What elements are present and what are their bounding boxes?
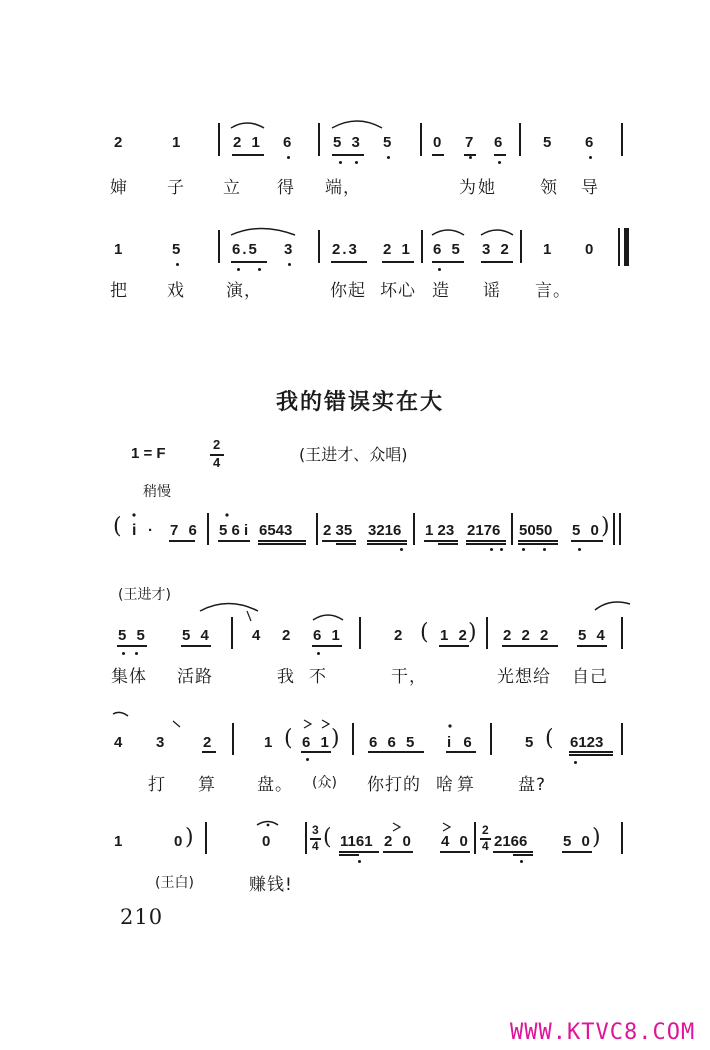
note: 0 (433, 134, 442, 151)
note: 5 (525, 734, 534, 751)
note: 5 0 (572, 522, 602, 539)
lyric: 子 (167, 178, 185, 198)
note: 6 6 5 (369, 734, 418, 751)
lyric: 立 (223, 178, 241, 198)
tempo-marking: 稍慢 (143, 484, 171, 500)
lyric: 盘。 (257, 775, 293, 795)
lyric: 戏 (167, 281, 185, 301)
note: 1 (114, 241, 123, 258)
lyric: 谣 (483, 281, 501, 301)
speaker-label: (王白) (155, 875, 194, 891)
lyric: 你打的 (367, 775, 421, 795)
note: 1161 (340, 833, 373, 850)
spoken-line: 赚钱! (249, 875, 293, 895)
note: 3 (284, 241, 293, 258)
lyric: 活路 (177, 667, 213, 687)
note: 6.5 (232, 241, 259, 258)
note: 5 5 (118, 627, 148, 644)
lyric: 得 (277, 178, 295, 198)
lyric: 领 (540, 178, 558, 198)
chorus-label: (众) (312, 775, 337, 791)
note: i (132, 522, 137, 539)
note: 7 6 (170, 522, 200, 539)
note: 1 2 (440, 627, 470, 644)
lyric: 演， (226, 281, 262, 301)
lyric: 光想给 (497, 667, 551, 687)
note: 1 (114, 833, 123, 850)
note: 5 (172, 241, 181, 258)
lyric: 干， (391, 667, 427, 687)
note: 5 3 (333, 134, 363, 151)
note: 2 1 (233, 134, 263, 151)
note: 4 0 (441, 833, 471, 850)
note: 2 (203, 734, 212, 751)
page-number: 210 (120, 905, 164, 929)
note: 6 1 (302, 734, 332, 751)
lyric: 自己 (572, 667, 608, 687)
note: 3216 (368, 522, 402, 539)
lyric: 打 (148, 775, 166, 795)
note: · (148, 522, 153, 539)
lyric: 把 (110, 281, 128, 301)
note: 0 (262, 833, 271, 850)
lyric: 盘? (518, 775, 547, 795)
lyric: 言。 (535, 281, 571, 301)
time-signature-top: 2 (213, 437, 221, 452)
note: 5 (383, 134, 392, 151)
note: 5 4 (182, 627, 212, 644)
key-signature: 1 = F (131, 445, 166, 462)
note: 6 (283, 134, 292, 151)
note: 0 (585, 241, 594, 258)
lyric: 婶 (110, 178, 128, 198)
watermark: WWW.KTVC8.COM (510, 1020, 696, 1045)
note: 5 4 (578, 627, 608, 644)
time-signature-top: 2 (482, 823, 489, 837)
note: 2 (282, 627, 291, 644)
note: 2.3 (332, 241, 359, 258)
note: 2 2 2 (503, 627, 552, 644)
note: 2 (114, 134, 123, 151)
note: 2 35 (323, 522, 353, 539)
note: 2 0 (384, 833, 414, 850)
note: 4 (114, 734, 123, 751)
singers: (王进才、众唱) (299, 445, 408, 464)
lyric: 端， (325, 178, 361, 198)
lyric: 集体 (111, 667, 147, 687)
note: 6 (494, 134, 503, 151)
lyric: 造 (432, 281, 450, 301)
note: 5 (543, 134, 552, 151)
note: 2176 (467, 522, 501, 539)
lyric: 你起 (330, 281, 366, 301)
note: 1 (172, 134, 181, 151)
lyric: 不 (309, 667, 327, 687)
note: 7 (465, 134, 474, 151)
song-title: 我的错误实在大 (276, 390, 445, 415)
time-signature-bottom: 4 (213, 455, 221, 470)
note: 6 5 (433, 241, 463, 258)
note: 6123 (570, 734, 604, 751)
note: 1 23 (425, 522, 455, 539)
note: 2 (394, 627, 403, 644)
note: 5 0 (563, 833, 593, 850)
note: 6543 (259, 522, 293, 539)
note: 0 (174, 833, 183, 850)
time-signature-bottom: 4 (482, 839, 489, 853)
time-signature-bottom: 4 (312, 839, 319, 853)
note: 6 1 (313, 627, 343, 644)
note: i 6 (447, 734, 476, 751)
lyric: 我 (277, 667, 295, 687)
note: 2166 (494, 833, 528, 850)
speaker-label: (王进才) (118, 587, 171, 603)
note: 1 (264, 734, 273, 751)
note: 1 (543, 241, 552, 258)
lyric: 算 (198, 775, 216, 795)
note: 5050 (519, 522, 553, 539)
note: 2 1 (383, 241, 413, 258)
lyric: 导 (581, 178, 599, 198)
time-signature-top: 3 (312, 823, 319, 837)
note: 4 (252, 627, 261, 644)
note: 3 2 (482, 241, 512, 258)
lyric: 坏心 (380, 281, 416, 301)
note: 6 (585, 134, 594, 151)
lyric: 为她 (459, 178, 497, 198)
lyric: 啥算 (436, 775, 478, 795)
note: 5 6 i (219, 522, 249, 539)
note: 3 (156, 734, 165, 751)
